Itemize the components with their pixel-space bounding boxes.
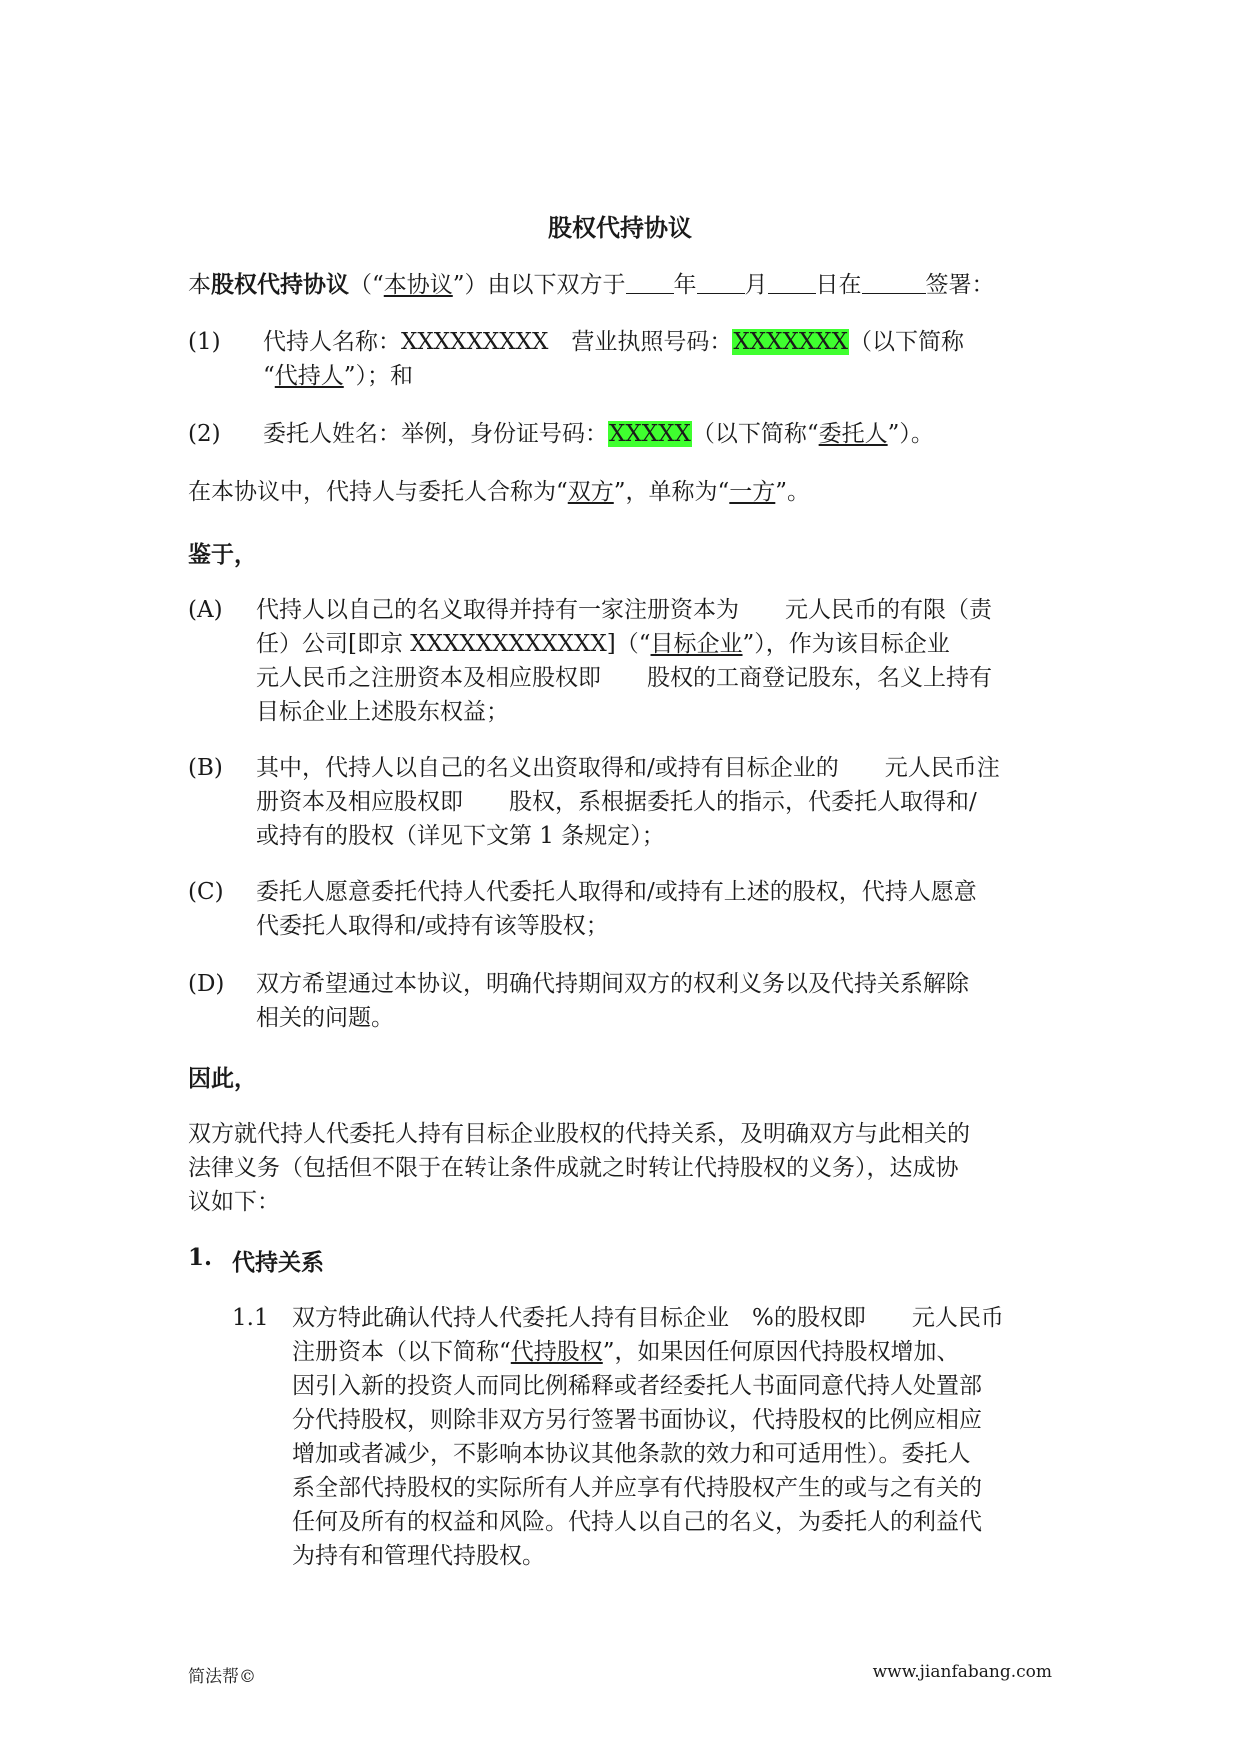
footer-website-link[interactable]: www.jianfabang.com (872, 1662, 1052, 1682)
party-2-number: (2) (188, 421, 221, 447)
section-1-number: 1. (188, 1244, 213, 1271)
clause-1-1-line: 增加或者减少，不影响本协议其他条款的效力和可适用性）。委托人 (292, 1441, 971, 1467)
day-blank[interactable] (768, 271, 816, 294)
clause-1-1-number: 1.1 (232, 1305, 269, 1331)
party-1-number: (1) (188, 329, 221, 355)
recital-c-line: 代委托人取得和/或持有该等股权； (256, 913, 609, 939)
recital-a-line: 任）公司[即京 XXXXXXXXXXXX]（“目标企业”），作为该目标企业 (256, 631, 950, 657)
definitions-paragraph: 在本协议中，代持人与委托人合称为“双方”，单称为“一方”。 (188, 479, 811, 505)
recital-a-number: (A) (188, 597, 223, 623)
party-1-line-1: 代持人名称：XXXXXXXXX 营业执照号码：XXXXXXX（以下简称 (263, 329, 964, 355)
therefore-line: 议如下： (188, 1189, 280, 1215)
month-blank[interactable] (697, 271, 745, 294)
recital-b-line: 册资本及相应股权即 股权，系根据委托人的指示，代委托人取得和/ (256, 789, 977, 815)
agreement-name: 股权代持协议 (211, 271, 349, 298)
document-title: 股权代持协议 (548, 213, 692, 242)
defined-term: 目标企业 (650, 631, 743, 657)
recital-b-number: (B) (188, 755, 223, 781)
defined-term: 代持人 (274, 363, 344, 389)
recital-c-line: 委托人愿意委托代持人代委托人取得和/或持有上述的股权，代持人愿意 (256, 879, 977, 905)
recital-d-number: (D) (188, 971, 225, 997)
business-license-highlight: XXXXXXX (733, 329, 848, 355)
whereas-heading: 鉴于， (188, 541, 257, 568)
clause-1-1-line: 为持有和管理代持股权。 (292, 1543, 545, 1569)
recital-a-line: 代持人以自己的名义取得并持有一家注册资本为 元人民币的有限（责 (256, 597, 992, 623)
recital-b-line: 或持有的股权（详见下文第 1 条规定）； (256, 823, 665, 849)
defined-term: 本协议 (383, 272, 453, 298)
recital-c-number: (C) (188, 879, 224, 905)
clause-1-1-line: 任何及所有的权益和风险。代持人以自己的名义，为委托人的利益代 (292, 1509, 982, 1535)
section-1-title: 代持关系 (232, 1249, 324, 1276)
year-blank[interactable] (626, 271, 674, 294)
intro-paragraph: 本股权代持协议（“本协议”）由以下双方于 年 月 日在 签署： (188, 271, 995, 298)
recital-d-line: 相关的问题。 (256, 1005, 394, 1031)
clause-1-1-line: 注册资本（以下简称“代持股权”，如果因任何原因代持股权增加、 (292, 1339, 960, 1365)
clause-1-1-line: 双方特此确认代持人代委托人持有目标企业 %的股权即 元人民币 (292, 1305, 1004, 1331)
recital-a-line: 目标企业上述股东权益； (256, 699, 509, 725)
recital-a-line: 元人民币之注册资本及相应股权即 股权的工商登记股东，名义上持有 (256, 665, 992, 691)
recital-b-line: 其中，代持人以自己的名义出资取得和/或持有目标企业的 元人民币注 (256, 755, 1000, 781)
defined-term: 代持股权 (510, 1339, 603, 1365)
defined-term: 一方 (729, 479, 776, 505)
defined-term: 双方 (567, 479, 614, 505)
footer-brand: 简法帮© (188, 1667, 256, 1687)
recital-d-line: 双方希望通过本协议，明确代持期间双方的权利义务以及代持关系解除 (256, 971, 969, 997)
therefore-heading: 因此， (188, 1065, 257, 1092)
id-number-highlight: XXXXX (609, 421, 691, 447)
defined-term: 委托人 (818, 421, 888, 447)
party-2-line: 委托人姓名：举例，身份证号码：XXXXX（以下简称“委托人”）。 (263, 421, 934, 447)
place-blank[interactable] (862, 271, 926, 294)
clause-1-1-line: 系全部代持股权的实际所有人并应享有代持股权产生的或与之有关的 (292, 1475, 982, 1501)
party-1-line-2: “代持人”）；和 (263, 363, 414, 389)
therefore-line: 法律义务（包括但不限于在转让条件成就之时转让代持股权的义务），达成协 (188, 1155, 959, 1181)
therefore-line: 双方就代持人代委托人持有目标企业股权的代持关系，及明确双方与此相关的 (188, 1121, 970, 1147)
clause-1-1-line: 分代持股权，则除非双方另行签署书面协议，代持股权的比例应相应 (292, 1407, 982, 1433)
clause-1-1-line: 因引入新的投资人而同比例稀释或者经委托人书面同意代持人处置部 (292, 1373, 982, 1399)
